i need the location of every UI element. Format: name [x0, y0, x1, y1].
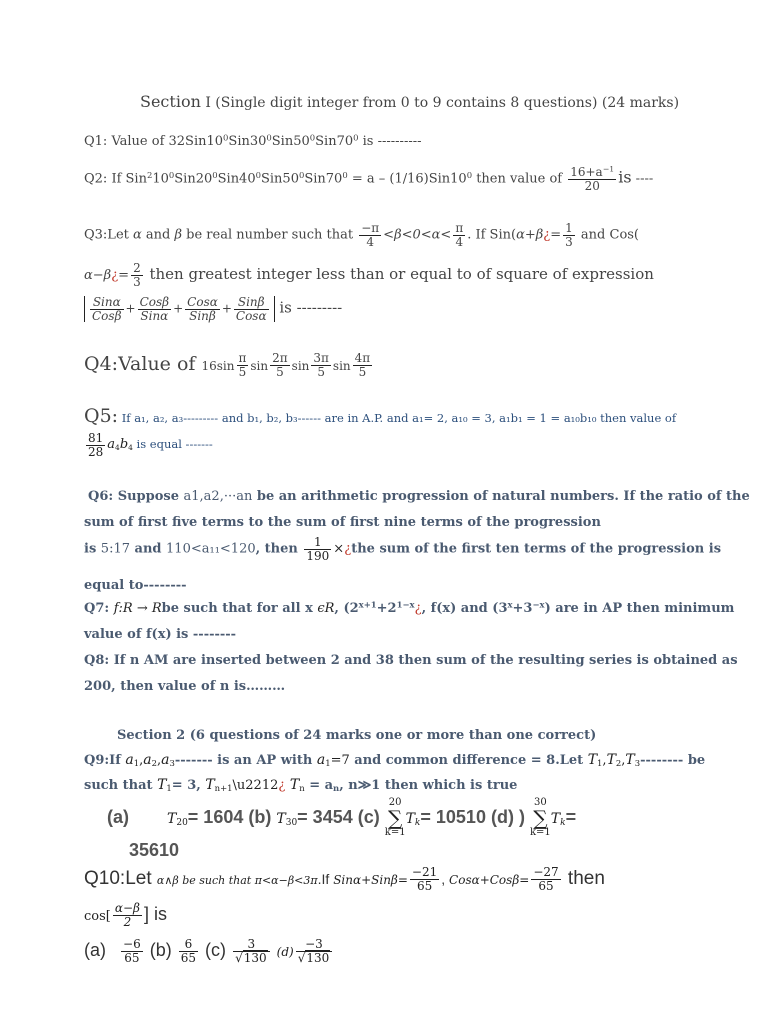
q9-T: T	[550, 810, 561, 827]
q6-line-2: sum of first five terms to the sum of first nine terms of the progression	[84, 515, 601, 530]
q3-bracket	[84, 296, 275, 322]
question-2	[84, 166, 653, 192]
q10-option-a	[121, 938, 143, 964]
q5-a-sub: 4	[115, 442, 120, 452]
q4-frac-1-num: π	[238, 351, 247, 365]
question-6-line-3	[84, 536, 721, 562]
q9-text: , n≫1 then which is true	[339, 778, 518, 793]
q2-text: Sin70	[304, 171, 343, 187]
q4-sin: sin	[250, 359, 269, 374]
beta: β	[174, 227, 183, 243]
q9-a: a	[143, 752, 152, 768]
q2-is: is	[618, 167, 632, 187]
q9-option-c: = 10510	[420, 806, 486, 827]
q9-sub: 3	[169, 758, 175, 769]
q7-xin: ϵR	[317, 601, 335, 616]
q10-cos-right: ] is	[143, 903, 167, 924]
q10-frac-1	[410, 866, 439, 892]
q10-cossum: Cosα+Cosβ=	[449, 873, 530, 888]
alpha: α	[133, 227, 142, 243]
q9-text: = a	[304, 778, 334, 793]
q9-T: T	[289, 777, 300, 793]
q8-line-1: Q8: If n AM are inserted between 2 and 38 then sum of the resulting series is obtained as	[84, 653, 738, 668]
q10-option-d-num: −3	[296, 938, 333, 952]
q1-text: Sin50	[271, 134, 310, 149]
q9-sum-d: 30 ∑ k=1	[529, 797, 551, 838]
q3-e1-den: Cosβ	[92, 308, 122, 323]
q9-sub: 1	[133, 758, 140, 769]
q5-text: If a₁, a₂, a₃--------- and b₁, b₂, b₃------ are in A.P. and a₁= 2, a₁₀ = 3, a₁b₁ = 1 = a₁₀b₁₀ then value of	[118, 411, 677, 425]
q2-text: 10	[152, 171, 169, 187]
q7-text: , f(x) and (3	[421, 601, 508, 616]
q9-option-b: = 3454	[297, 806, 353, 827]
q7-exp: −x	[532, 599, 545, 610]
q3-e3-den: Sinβ	[189, 308, 216, 323]
q9-option-d-label: (d) )	[490, 806, 525, 827]
q3-frac-4-den: 3	[133, 274, 141, 289]
q5-frac-den: 28	[88, 444, 104, 459]
q10-sinsum: Sinα+Sinβ=	[333, 873, 408, 888]
q9-T: T	[157, 777, 167, 793]
q3-frac-4-num: 2	[133, 261, 141, 275]
q3-e4-num: Sinβ	[234, 296, 269, 310]
q3-e2-num: Cosβ	[139, 295, 170, 309]
question-3-line-1	[84, 222, 639, 248]
q10-option-c-rad: 130	[243, 950, 267, 965]
q10-frac-1-den: 65	[416, 878, 433, 893]
q10-cos-frac	[113, 902, 142, 928]
q3-text: and Cos(	[576, 227, 640, 243]
q3-text: . If Sin(	[467, 227, 517, 243]
q9-a: a	[161, 752, 170, 768]
q9-option-b-label: (b)	[248, 806, 272, 827]
q10-option-c	[233, 938, 270, 964]
q3-frac-4	[131, 262, 143, 288]
q10-option-a-num: −6	[123, 937, 141, 951]
q9-option-c-label: (c)	[357, 806, 380, 827]
q10-frac-2-num: −27	[533, 865, 559, 879]
q10-option-c-den	[233, 952, 270, 965]
q3-frac-2-den: 4	[455, 234, 464, 249]
q10-option-a-den: 65	[124, 950, 140, 965]
q2-num-exp: −1	[602, 164, 615, 174]
question-1	[84, 134, 422, 149]
q10-cos-left: cos[	[84, 908, 111, 924]
q9-sum-top: 30	[534, 797, 547, 808]
section-2-heading	[117, 728, 596, 743]
q2-fraction	[568, 166, 616, 192]
q6-text: and	[130, 541, 167, 557]
q3-frac-1	[359, 222, 381, 248]
question-10-line-2	[84, 902, 167, 928]
q2-text: = a – (1/16)Sin10	[347, 171, 467, 187]
q7-line-2: value of f(x) is --------	[84, 627, 237, 642]
q10-option-c-label: (c)	[205, 939, 227, 960]
q3-frac-3-num: 1	[565, 221, 573, 235]
q4-sin: sin	[332, 359, 351, 374]
q10-cond: α∧β be such that π<α−β<3π	[156, 874, 318, 888]
q9-sub: 1	[325, 758, 331, 769]
question-8-line-2	[84, 679, 285, 694]
q3-eq-2: =	[118, 268, 130, 284]
q9-T: T	[606, 752, 616, 768]
q7-exp: 1−x	[396, 599, 415, 610]
q2-text: Sin20	[174, 171, 213, 187]
q10-option-b-den: 65	[180, 950, 197, 965]
q3-tail: is ---------	[274, 298, 343, 317]
q7-text: , (2	[334, 601, 359, 616]
q6-frac-den: 190	[306, 548, 330, 563]
q6-ratio: 5:17	[100, 541, 130, 557]
q9-option-a-label: (a)	[107, 806, 129, 827]
q9-sub: 2	[151, 758, 157, 769]
q9-text: -------- be	[640, 753, 706, 768]
q10-option-b	[179, 938, 198, 964]
q3-frac-1-num: −π	[361, 221, 380, 235]
q9-T: T	[205, 777, 215, 793]
q9-T: T	[405, 810, 415, 827]
section-2-title: Section 2 (6 questions of 24 marks one or more than one correct)	[117, 728, 597, 743]
q10-option-d-rad: 130	[306, 950, 330, 965]
q4-sin: sin	[216, 359, 235, 374]
q4-frac-den: 5	[276, 364, 284, 379]
q5-frac-num: 81	[88, 431, 104, 445]
q3-e2-den: Sinα	[140, 308, 169, 323]
q2-num: 16+a	[570, 165, 603, 179]
q10-option-d-label: (d)	[276, 944, 294, 959]
q1-text: Q1: Value of 32Sin10	[84, 134, 224, 149]
q9-eq7: =7	[330, 753, 350, 768]
q3-frac-2-num: π	[455, 221, 464, 235]
q6-frac-num: 1	[304, 536, 331, 550]
q3-text: be real number such that	[182, 227, 358, 243]
question-3-line-2	[84, 262, 654, 288]
q3-text: and	[141, 227, 175, 243]
q10-if: .If	[317, 871, 334, 888]
q3-amb: α−β	[84, 268, 112, 284]
q4-frac-4	[353, 352, 373, 378]
q6-text: be an arithmetic progression of natural numbers. If the ratio of the	[252, 489, 750, 504]
q7-exp: x	[507, 599, 513, 610]
square: 2	[146, 169, 153, 180]
q9-option-d-value: 35610	[129, 840, 180, 860]
q5-frac	[86, 432, 105, 458]
question-9-options: (a) $T_{20}= 1604$ (b) $T_{30}= 3454$ (c) 20 ∑ $k=1T_k= 10510$ (d) ) 30 ∑ $k=1T_k=$	[107, 797, 577, 838]
q9-option-d: =	[565, 806, 577, 827]
q3-plus: +	[125, 301, 136, 316]
q4-frac-den: 5	[358, 364, 367, 379]
q3-e2	[138, 296, 172, 322]
q7-text: +3	[512, 601, 533, 616]
q10-frac-1-num: −21	[411, 865, 438, 879]
q7-exp: x+1	[358, 599, 377, 610]
degree: 0	[212, 169, 218, 180]
question-7-line-2	[84, 627, 236, 642]
q3-line-2-text: then greatest integer less than or equal to of square of expression	[144, 265, 654, 284]
q3-ineq: <β<0<α<	[383, 227, 452, 243]
degree: 0	[223, 132, 229, 143]
q4-frac-2-num: 2π	[272, 351, 288, 365]
question-9-line-2: such that $T_1= 3$, $T_{n+1}\backslash u2212¿$ $T_n = a_n$, n≫1 then which is true	[84, 777, 518, 794]
section-1-word: Section	[140, 92, 201, 111]
q2-text: then value of	[472, 171, 567, 187]
q2-text: Q2: If Sin	[84, 171, 147, 187]
q7-lead: Q7:	[84, 601, 114, 616]
q9-sum-low: k=1	[529, 827, 551, 838]
q9-sum-low: k=1	[384, 827, 406, 838]
section-1-heading	[140, 92, 679, 111]
q6-text: , then	[255, 541, 303, 557]
q5-b-sub: 4	[128, 442, 133, 452]
q4-frac-3	[311, 352, 331, 378]
degree: 0	[309, 132, 316, 143]
q10-cos-frac-num: α−β	[114, 901, 140, 915]
question-9-line-1: Q9:If $a_1,a_2,a_3-------$ is an AP with $a_1=7$ and common difference = 8.Let $T_1,T_2,T_3--------$ be	[84, 752, 706, 769]
q7-fmap: f:R → R	[113, 601, 162, 616]
q7-text: +2	[376, 601, 397, 616]
q9-T: T	[587, 752, 598, 768]
sqrt-icon: √	[297, 950, 306, 965]
q10-option-b-num: 6	[179, 938, 198, 952]
q3-ab: α+β	[516, 227, 544, 243]
q9-text: ------- is an AP with	[174, 753, 317, 768]
degree: 0	[298, 169, 305, 180]
degree: 0	[466, 169, 473, 180]
q9-a: a	[125, 752, 134, 768]
q10-lead: Q10:Let	[84, 868, 157, 890]
question-5-line-2	[84, 432, 213, 458]
q10-then: then	[562, 868, 605, 890]
q4-sin: sin	[291, 359, 310, 374]
q2-text: Sin50	[260, 171, 299, 187]
question-6-line-2	[84, 515, 601, 530]
q10-option-d	[296, 938, 333, 964]
q1-text: Sin70	[315, 134, 354, 149]
q3-e3	[185, 296, 220, 322]
question-10-options	[84, 938, 334, 964]
q3-frac-2	[453, 222, 465, 248]
q3-e4	[234, 296, 269, 322]
q9-T: T	[625, 752, 635, 768]
q10-frac-2	[531, 866, 560, 892]
q9-text: = 3,	[171, 778, 206, 793]
sqrt-icon: √	[235, 950, 243, 965]
q3-frac-3-den: 3	[565, 234, 573, 249]
q6-times: ×	[333, 541, 345, 557]
q6-text: the sum of the first ten terms of the progression is	[351, 541, 722, 557]
q6-line-4: equal to--------	[84, 578, 187, 593]
q2-dash: ----	[631, 171, 654, 187]
q6-lead: Q6: Suppose	[88, 489, 184, 504]
q3-text: Q3:Let	[84, 227, 133, 243]
q4-frac-3-num: 3π	[313, 351, 329, 365]
q6-frac	[304, 536, 331, 562]
q3-qmark-2: ¿	[111, 268, 119, 284]
q4-frac-1	[237, 352, 249, 378]
q9-sum-c: 20 ∑ k=1	[384, 797, 406, 838]
question-4	[84, 352, 374, 378]
q10-frac-2-den: 65	[538, 878, 554, 893]
q4-lead: Q4:Value of	[84, 353, 202, 376]
question-5-line-1	[84, 405, 676, 427]
q5-tail: is equal -------	[132, 437, 213, 452]
degree: 0	[168, 169, 175, 180]
q10-comma: ,	[441, 871, 450, 888]
question-8-line-1	[84, 653, 738, 668]
q3-plus: +	[173, 301, 184, 316]
q4-frac-den: 5	[317, 364, 325, 379]
q5-b: b	[119, 437, 129, 453]
q3-e1-num: Sinα	[90, 296, 124, 310]
q3-qmark: ¿	[543, 227, 551, 243]
q2-text: Sin40	[217, 171, 256, 187]
q7-text: be such that for all x	[161, 601, 318, 616]
q4-frac-den: 5	[238, 364, 247, 379]
q10-cos-frac-den: 2	[123, 914, 132, 929]
q9-T: T	[167, 810, 177, 827]
q7-text: ) are in AP then minimum	[544, 601, 735, 616]
q1-text: Sin30	[228, 134, 267, 149]
question-7-line-1	[84, 601, 734, 616]
q9-T: T	[276, 810, 286, 827]
q9-text: and common difference = 8.Let	[349, 753, 588, 768]
section-1-rest: I (Single digit integer from 0 to 9 contains 8 questions) (24 marks)	[200, 95, 680, 111]
q1-text: is ----------	[358, 134, 422, 149]
q3-e3-num: Cosα	[187, 295, 218, 309]
q5-a: a	[107, 437, 116, 453]
q2-den: 20	[584, 178, 600, 193]
q10-option-d-den	[296, 952, 333, 965]
question-3-expression	[84, 296, 342, 322]
degree: 0	[255, 169, 261, 180]
question-9-option-d-value	[129, 840, 179, 861]
q4-frac-2	[270, 352, 290, 378]
q3-e1	[90, 296, 124, 322]
q3-frac-3	[563, 222, 575, 248]
q3-frac-1-den: 4	[366, 234, 375, 249]
q9-a: a	[316, 752, 326, 768]
q9-sum-top: 20	[388, 797, 402, 808]
q4-frac-4-num: 4π	[354, 351, 371, 365]
q3-e4-den: Cosα	[235, 308, 267, 323]
q9-option-a: = 1604	[187, 806, 244, 827]
q9-qmark: ¿	[278, 778, 286, 793]
q7-qmark: ¿	[414, 601, 422, 616]
degree: 0	[342, 169, 348, 180]
q3-plus: +	[221, 301, 232, 316]
q10-option-a-label: (a)	[84, 939, 106, 960]
question-10-line-1	[84, 866, 605, 892]
q6-range: 110<a₁₁<120	[166, 541, 256, 557]
q6-text: is	[84, 541, 101, 557]
q6-seq: a1,a2,···an	[183, 489, 253, 504]
q8-line-2: 200, then value of n is………	[84, 679, 286, 694]
q10-option-b-label: (b)	[149, 939, 172, 960]
degree: 0	[353, 132, 359, 143]
q4-coef: 16	[201, 359, 217, 374]
q5-lead: Q5:	[84, 405, 119, 427]
q10-option-c-num: 3	[233, 938, 270, 952]
question-6-line-1	[88, 489, 750, 504]
question-6-line-4	[84, 578, 187, 593]
q6-qmark: ¿	[344, 541, 352, 557]
q3-eq: =	[550, 227, 562, 243]
q9-lead: Q9:If	[84, 753, 126, 768]
q9-text: such that	[84, 778, 158, 793]
degree: 0	[266, 132, 272, 143]
